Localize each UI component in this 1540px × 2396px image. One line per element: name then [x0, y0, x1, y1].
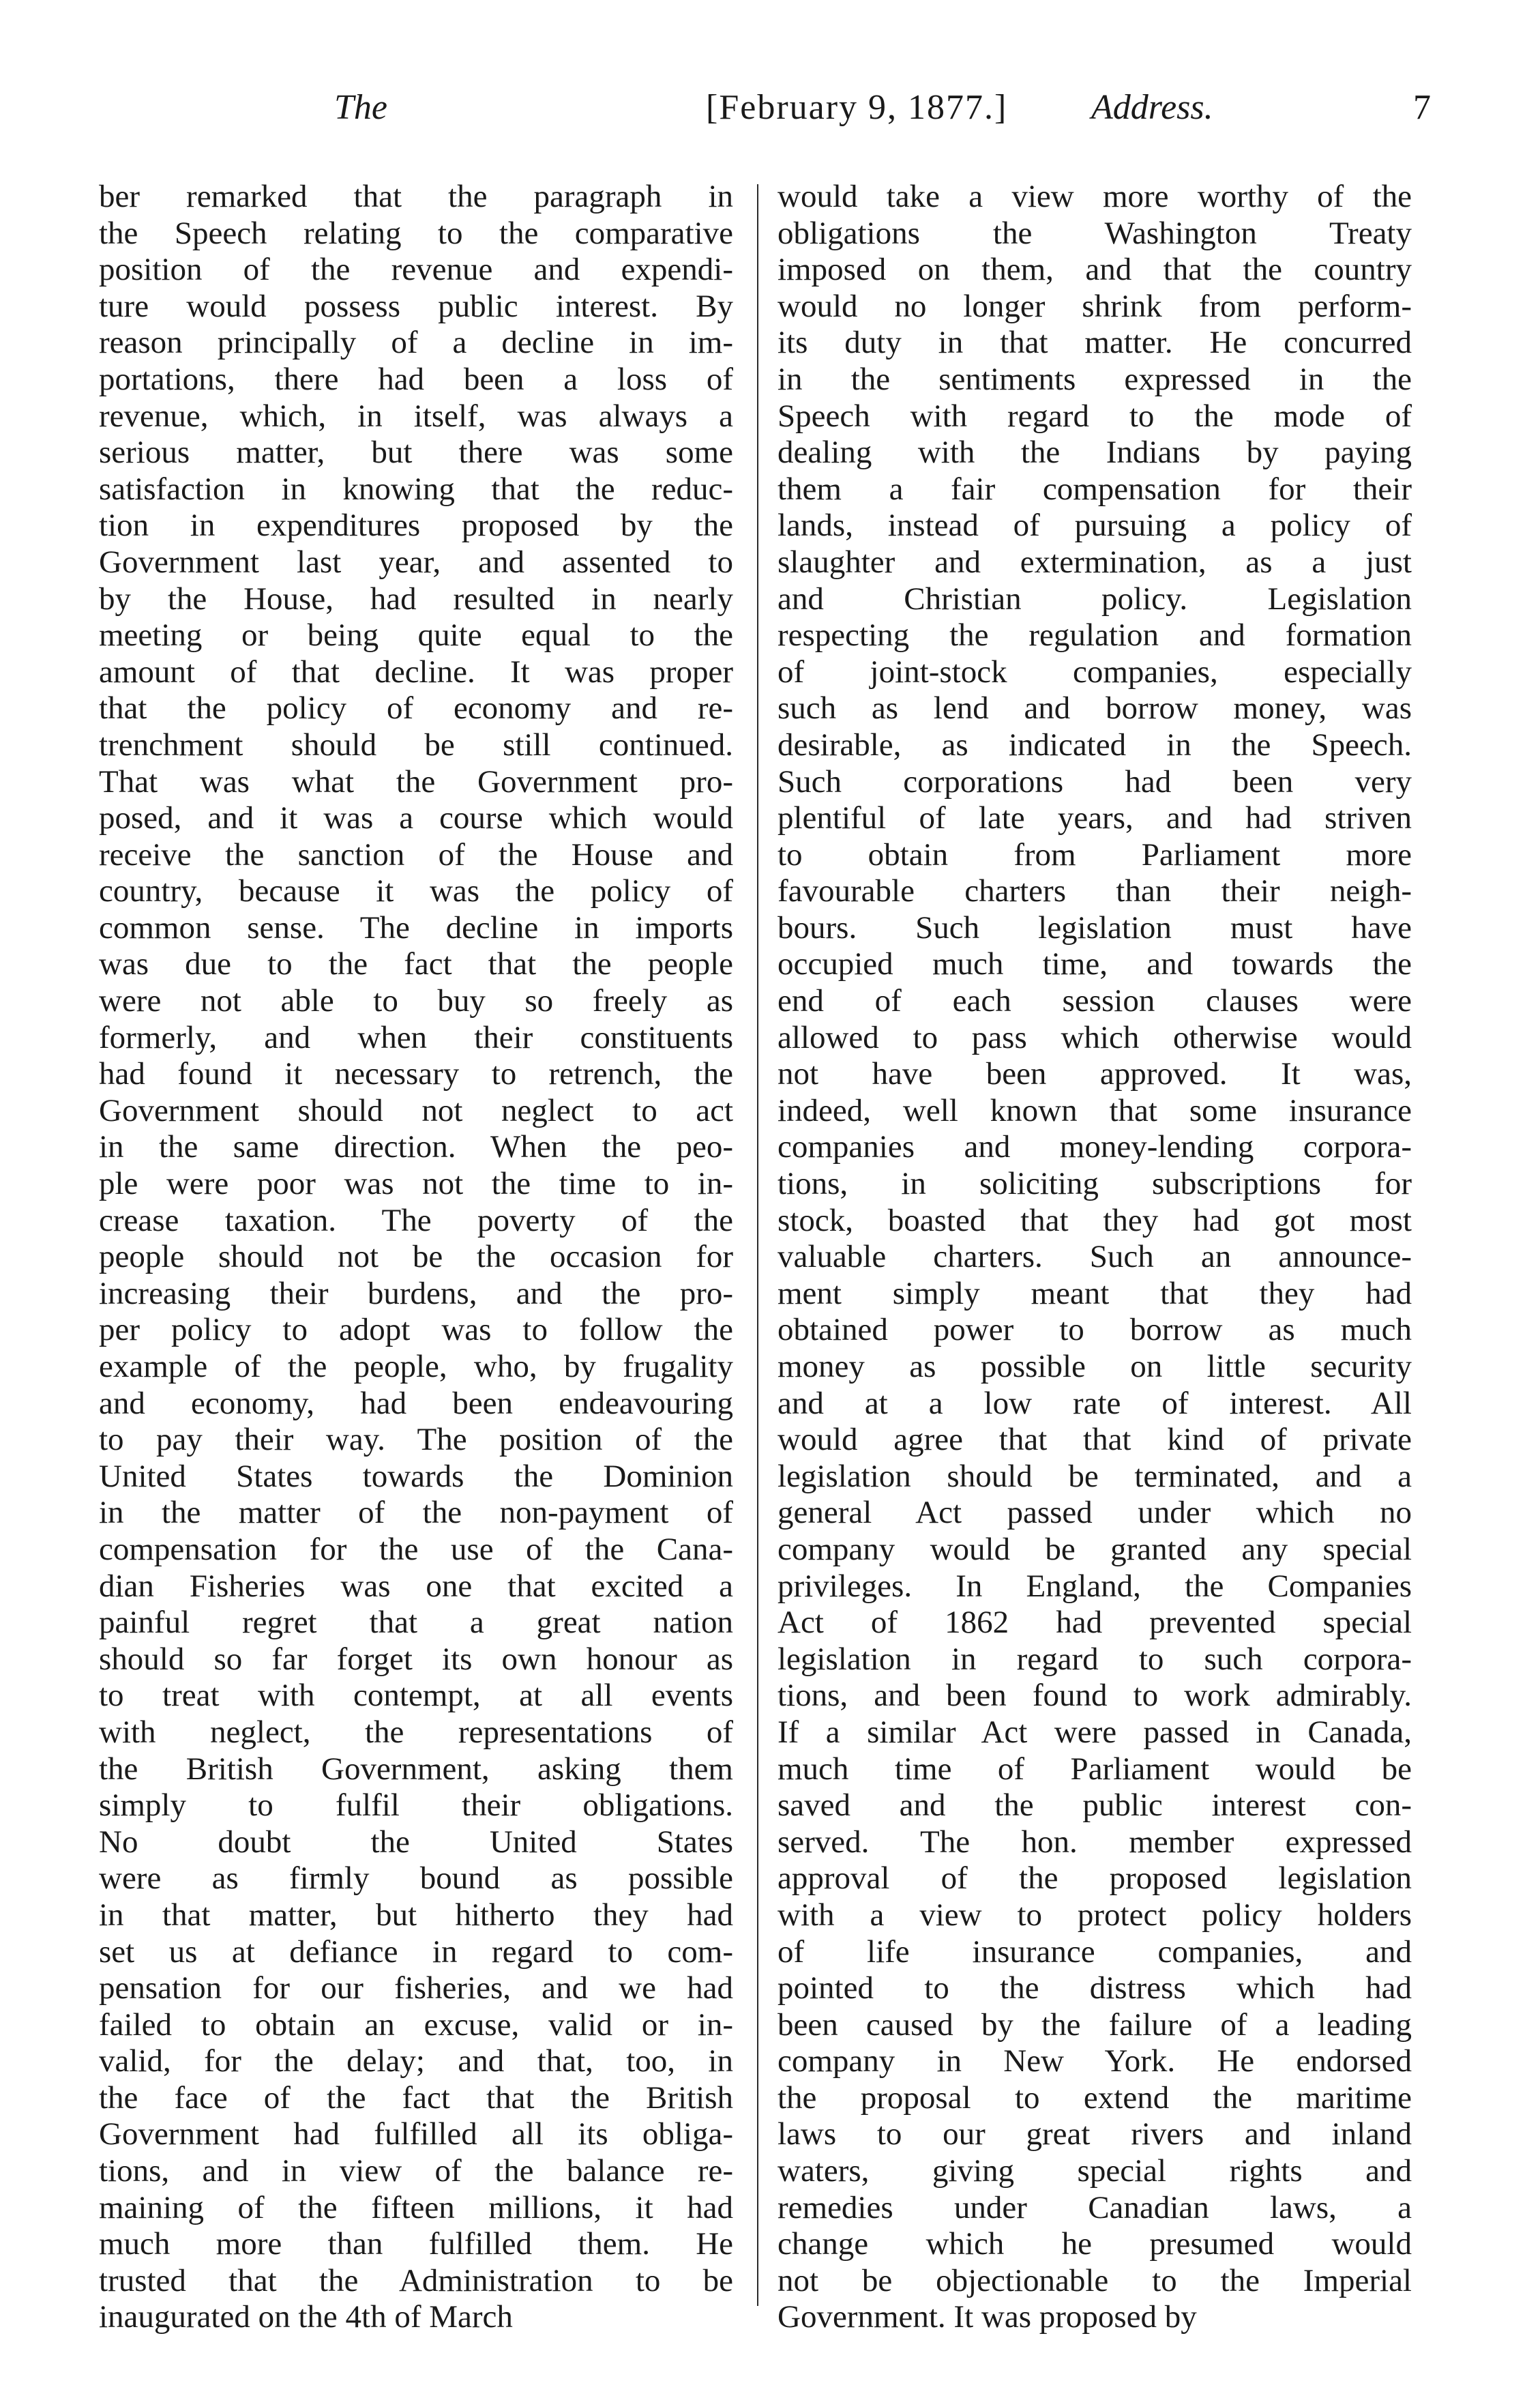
- page-number: 7: [1413, 88, 1431, 127]
- right-column-line: the proposal to extend the maritime: [778, 2079, 1412, 2116]
- right-column-line: obligations the Washington Treaty: [778, 215, 1412, 251]
- right-column-line: companies and money-lending corpora-: [778, 1129, 1412, 1165]
- left-column-line: crease taxation. The poverty of the: [99, 1202, 733, 1238]
- header-title-right: Address.: [1091, 88, 1213, 127]
- right-column-line: tions, and been found to work admirably.: [778, 1678, 1412, 1714]
- right-column-line: remedies under Canadian laws, a: [778, 2189, 1412, 2225]
- left-column-line: the Speech relating to the comparative: [99, 215, 733, 251]
- right-column-line: favourable charters than their neigh-: [778, 873, 1412, 909]
- left-column-line: United States towards the Dominion: [99, 1458, 733, 1494]
- left-column-line: common sense. The decline in imports: [99, 909, 733, 946]
- right-column-line: indeed, well known that some insurance: [778, 1092, 1412, 1128]
- left-column-line: formerly, and when their constituents: [99, 1019, 733, 1055]
- right-column-line: stock, boasted that they had got most: [778, 1202, 1412, 1238]
- left-column-line: maining of the fifteen millions, it had: [99, 2189, 733, 2225]
- right-column-line: approval of the proposed legislation: [778, 1860, 1412, 1897]
- right-column-line: legislation in regard to such corpora-: [778, 1641, 1412, 1677]
- left-column-line: per policy to adopt was to follow the: [99, 1312, 733, 1348]
- right-column-line: pointed to the distress which had: [778, 1970, 1412, 2006]
- right-column-line: would no longer shrink from perform-: [778, 288, 1412, 324]
- right-column-line: slaughter and extermination, as a just: [778, 544, 1412, 580]
- left-column-line: in the matter of the non-payment of: [99, 1495, 733, 1531]
- left-column-line: No doubt the United States: [99, 1824, 733, 1860]
- right-column-line: not have been approved. It was,: [778, 1056, 1412, 1092]
- left-column-line: portations, there had been a loss of: [99, 361, 733, 397]
- left-column: [99, 179, 733, 2336]
- right-column-line: of joint-stock companies, especially: [778, 654, 1412, 690]
- right-column: [778, 179, 1412, 2336]
- left-column-line: tion in expenditures proposed by the: [99, 508, 733, 544]
- left-column-line: much more than fulfilled them. He: [99, 2226, 733, 2262]
- left-column-line: position of the revenue and expendi-: [99, 252, 733, 288]
- right-column-line: would take a view more worthy of the: [778, 179, 1412, 214]
- right-column-line: respecting the regulation and formation: [778, 617, 1412, 654]
- left-column-line: should so far forget its own honour as: [99, 1641, 733, 1677]
- right-column-line: Such corporations had been very: [778, 763, 1412, 800]
- left-column-line: ple were poor was not the time to in-: [99, 1166, 733, 1202]
- left-column-line: posed, and it was a course which would: [99, 800, 733, 836]
- left-column-line: ture would possess public interest. By: [99, 288, 733, 324]
- left-column-line: reason principally of a decline in im-: [99, 325, 733, 361]
- left-column-line: country, because it was the policy of: [99, 873, 733, 909]
- header-date: [February 9, 1877.]: [706, 88, 1008, 127]
- left-column-line: in that matter, but hitherto they had: [99, 1897, 733, 1933]
- left-column-line: set us at defiance in regard to com-: [99, 1933, 733, 1970]
- right-column-line: obtained power to borrow as much: [778, 1312, 1412, 1348]
- right-column-line: to obtain from Parliament more: [778, 836, 1412, 873]
- right-column-line: Act of 1862 had prevented special: [778, 1605, 1412, 1641]
- right-column-line: Speech with regard to the mode of: [778, 398, 1412, 434]
- left-column-line: pensation for our fisheries, and we had: [99, 1970, 733, 2006]
- right-column-line: and Christian policy. Legislation: [778, 581, 1412, 617]
- left-column-line: meeting or being quite equal to the: [99, 617, 733, 654]
- column-divider: [757, 184, 758, 2306]
- right-column-line: occupied much time, and towards the: [778, 946, 1412, 982]
- left-column-line: serious matter, but there was some: [99, 435, 733, 471]
- right-column-line: would agree that that kind of private: [778, 1422, 1412, 1458]
- left-column-line: had found it necessary to retrench, the: [99, 1056, 733, 1092]
- right-column-line: If a similar Act were passed in Canada,: [778, 1714, 1412, 1750]
- left-column-line: in the same direction. When the peo-: [99, 1129, 733, 1165]
- right-column-line: served. The hon. member expressed: [778, 1824, 1412, 1860]
- right-column-line: imposed on them, and that the country: [778, 252, 1412, 288]
- right-column-line: company would be granted any special: [778, 1531, 1412, 1567]
- right-column-line: change which he presumed would: [778, 2226, 1412, 2262]
- left-column-line: tions, and in view of the balance re-: [99, 2153, 733, 2189]
- right-column-line: much time of Parliament would be: [778, 1751, 1412, 1787]
- right-column-line: with a view to protect policy holders: [778, 1897, 1412, 1933]
- left-column-line: ber remarked that the paragraph in: [99, 179, 733, 214]
- right-column-line: dealing with the Indians by paying: [778, 435, 1412, 471]
- right-column-line: legislation should be terminated, and a: [778, 1458, 1412, 1494]
- right-column-line: not be objectionable to the Imperial: [778, 2262, 1412, 2298]
- right-column-line: waters, giving special rights and: [778, 2153, 1412, 2189]
- left-column-line: Government last year, and assented to: [99, 544, 733, 580]
- right-column-line: desirable, as indicated in the Speech.: [778, 727, 1412, 763]
- page-header: [102, 87, 1431, 149]
- left-column-line: inaugurated on the 4th of March: [99, 2299, 513, 2335]
- right-column-line: such as lend and borrow money, was: [778, 690, 1412, 727]
- right-column-line: of life insurance companies, and: [778, 1933, 1412, 1970]
- right-column-line: bours. Such legislation must have: [778, 909, 1412, 946]
- right-column-line: lands, instead of pursuing a policy of: [778, 508, 1412, 544]
- right-column-line: general Act passed under which no: [778, 1495, 1412, 1531]
- left-column-line: valid, for the delay; and that, too, in: [99, 2043, 733, 2079]
- left-column-line: with neglect, the representations of: [99, 1714, 733, 1750]
- right-column-line: Government. It was proposed by: [778, 2299, 1197, 2335]
- left-column-line: increasing their burdens, and the pro-: [99, 1275, 733, 1311]
- right-column-line: in the sentiments expressed in the: [778, 361, 1412, 397]
- left-column-line: painful regret that a great nation: [99, 1605, 733, 1641]
- left-column-line: the face of the fact that the British: [99, 2079, 733, 2116]
- right-column-line: money as possible on little security: [778, 1349, 1412, 1384]
- left-column-line: people should not be the occasion for: [99, 1239, 733, 1275]
- left-column-line: that the policy of economy and re-: [99, 690, 733, 727]
- right-column-line: ment simply meant that they had: [778, 1275, 1412, 1311]
- left-column-line: was due to the fact that the people: [99, 946, 733, 982]
- left-column-line: were not able to buy so freely as: [99, 983, 733, 1019]
- right-column-line: end of each session clauses were: [778, 983, 1412, 1019]
- left-column-line: by the House, had resulted in nearly: [99, 581, 733, 617]
- right-column-line: company in New York. He endorsed: [778, 2043, 1412, 2079]
- right-column-line: plentiful of late years, and had striven: [778, 800, 1412, 836]
- right-column-line: its duty in that matter. He concurred: [778, 325, 1412, 361]
- right-column-line: them a fair compensation for their: [778, 471, 1412, 507]
- left-column-line: dian Fisheries was one that excited a: [99, 1568, 733, 1604]
- right-column-line: tions, in soliciting subscriptions for: [778, 1166, 1412, 1202]
- left-column-line: were as firmly bound as possible: [99, 1860, 733, 1897]
- left-column-line: to treat with contempt, at all events: [99, 1678, 733, 1714]
- right-column-line: privileges. In England, the Companies: [778, 1568, 1412, 1604]
- left-column-line: trenchment should be still continued.: [99, 727, 733, 763]
- left-column-line: satisfaction in knowing that the reduc-: [99, 471, 733, 507]
- left-column-line: failed to obtain an excuse, valid or in-: [99, 2006, 733, 2043]
- left-column-line: compensation for the use of the Cana-: [99, 1531, 733, 1567]
- right-column-line: saved and the public interest con-: [778, 1787, 1412, 1824]
- left-column-line: That was what the Government pro-: [99, 763, 733, 800]
- right-column-line: been caused by the failure of a leading: [778, 2006, 1412, 2043]
- left-column-line: and economy, had been endeavouring: [99, 1385, 733, 1421]
- header-title-left: The: [334, 88, 387, 127]
- left-column-line: Government should not neglect to act: [99, 1092, 733, 1128]
- left-column-line: revenue, which, in itself, was always a: [99, 398, 733, 434]
- left-column-line: trusted that the Administration to be: [99, 2262, 733, 2298]
- right-column-line: and at a low rate of interest. All: [778, 1385, 1412, 1421]
- left-column-line: simply to fulfil their obligations.: [99, 1787, 733, 1824]
- left-column-line: example of the people, who, by frugality: [99, 1349, 733, 1384]
- left-column-line: the British Government, asking them: [99, 1751, 733, 1787]
- left-column-line: receive the sanction of the House and: [99, 836, 733, 873]
- right-column-line: valuable charters. Such an announce-: [778, 1239, 1412, 1275]
- left-column-line: Government had fulfilled all its obliga-: [99, 2116, 733, 2152]
- left-column-line: to pay their way. The position of the: [99, 1422, 733, 1458]
- left-column-line: amount of that decline. It was proper: [99, 654, 733, 690]
- right-column-line: laws to our great rivers and inland: [778, 2116, 1412, 2152]
- right-column-line: allowed to pass which otherwise would: [778, 1019, 1412, 1055]
